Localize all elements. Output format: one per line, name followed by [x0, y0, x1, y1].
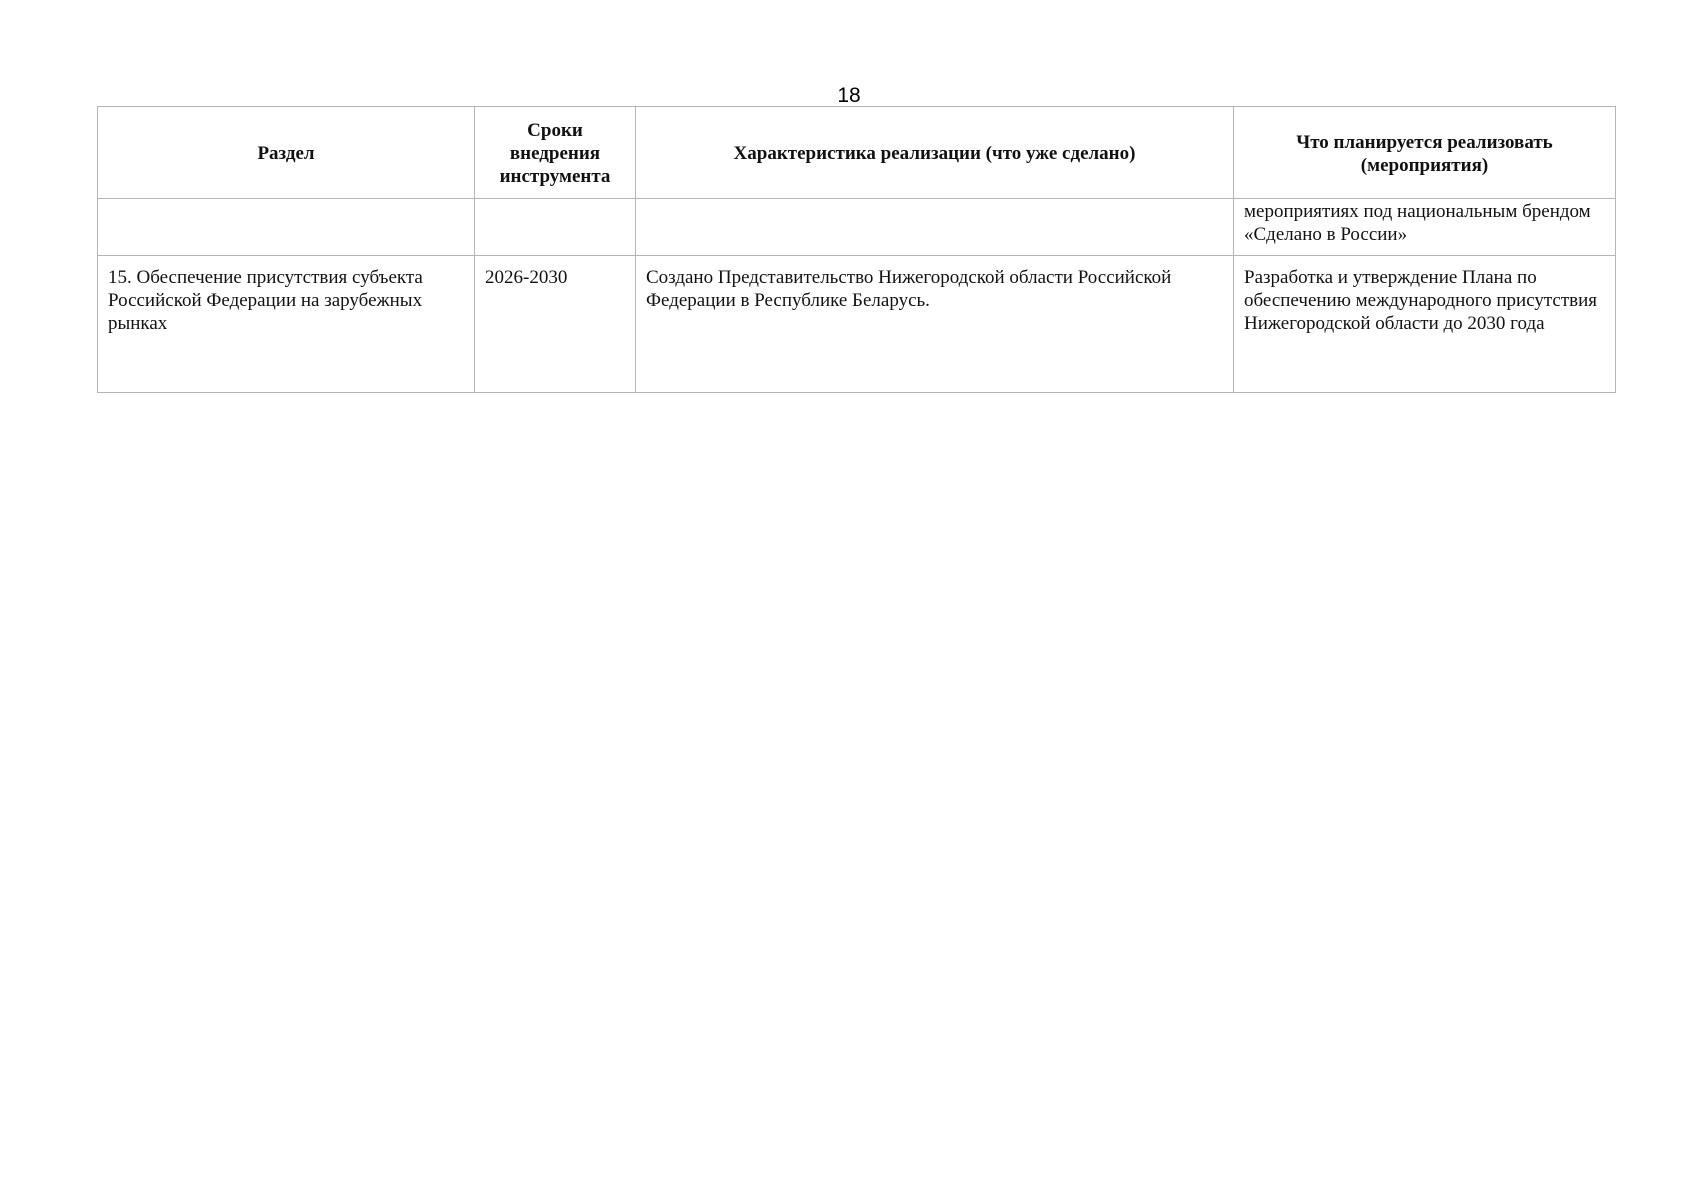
cell-done: Создано Представительство Нижегородской области Российской Федерации в Республике Беларусь. [636, 256, 1234, 393]
cell-section [98, 199, 475, 256]
table-row-continuation [98, 199, 1616, 256]
header-planned: Что планируется реализовать (мероприятия) [1234, 107, 1616, 199]
header-section: Раздел [98, 107, 475, 199]
cell-section: 15. Обеспечение присутствия субъекта Российской Федерации на зарубежных рынках [98, 256, 475, 393]
cell-planned: мероприятиях под национальным брендом «Сделано в России» [1234, 199, 1616, 256]
cell-timeline: 2026-2030 [475, 256, 636, 393]
table-header-row [98, 107, 1616, 199]
cell-done [636, 199, 1234, 256]
cell-timeline [475, 199, 636, 256]
header-timeline: Сроки внедрения инструмента [475, 107, 636, 199]
measures-table [97, 106, 1616, 393]
cell-planned: Разработка и утверждение Плана по обеспечению международного присутствия Нижегородской области до 2030 года [1234, 256, 1616, 393]
table-row [98, 256, 1616, 393]
page-number: 18 [837, 84, 861, 107]
header-done: Характеристика реализации (что уже сделано) [636, 107, 1234, 199]
